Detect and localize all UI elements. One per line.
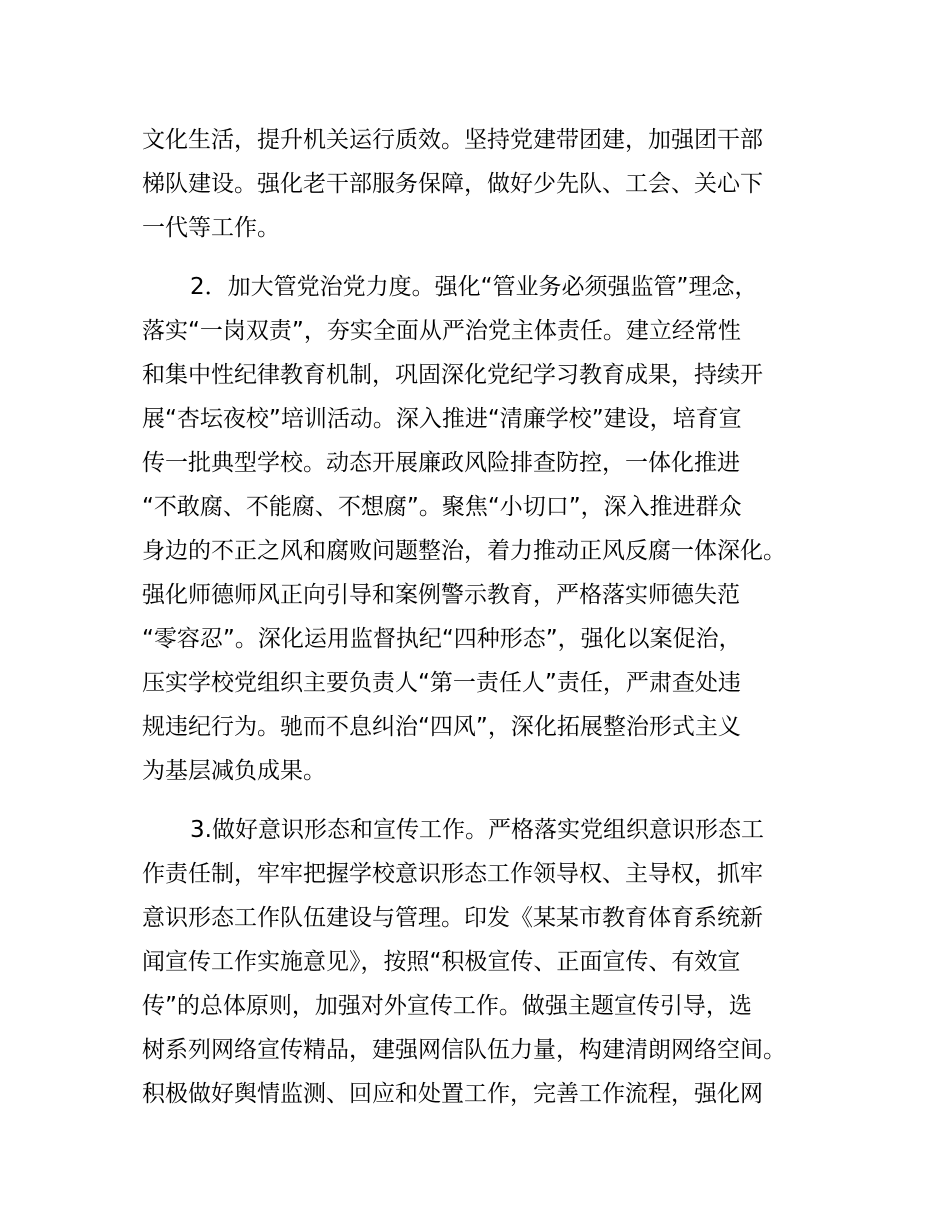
text-line: 积极做好舆情监测、回应和处置工作，完善工作流程，强化网 (142, 1081, 763, 1107)
text-line: 一代等工作。 (142, 215, 280, 241)
text-line: 身边的不正之风和腐败问题整治，着力推动正风反腐一体深化。 (142, 538, 786, 564)
text-line: 落实“一岗双责”，夯实全面从严治党主体责任。建立经常性 (142, 318, 741, 344)
text-line: “零容忍”。深化运用监督执纪“四种形态”，强化以案促治， (142, 626, 742, 652)
text-line: 规违纪行为。驰而不息纠治“四风”，深化拓展整治形式主义 (142, 714, 741, 740)
document-body (142, 118, 832, 1116)
text-line: 文化生活，提升机关运行质效。坚持党建带团建，加强团干部 (142, 127, 763, 153)
text-line: 和集中性纪律教育机制，巩固深化党纪学习教育成果，持续开 (142, 362, 763, 388)
text-line: 压实学校党组织主要负责人“第一责任人”责任，严肃查处违 (142, 670, 741, 696)
text-line: “不敢腐、不能腐、不想腐”。聚焦“小切口”，深入推进群众 (142, 494, 742, 520)
paragraph-1 (142, 118, 832, 250)
text-line: 展“杏坛夜校”培训活动。深入推进“清廉学校”建设，培育宣 (142, 406, 742, 432)
text-line: 意识形态工作队伍建设与管理。印发《某某市教育体育系统新 (142, 905, 763, 931)
text-line: 梯队建设。强化老干部服务保障，做好少先队、工会、关心下 (142, 171, 763, 197)
text-line: 3.做好意识形态和宣传工作。严格落实党组织意识形态工 (190, 817, 764, 843)
paragraph-3 (142, 808, 832, 1116)
paragraph-spacer (142, 250, 832, 265)
text-line: 闻宣传工作实施意见》，按照“积极宣传、正面宣传、有效宣 (142, 949, 741, 975)
text-line: 树系列网络宣传精品，建强网信队伍力量，构建清朗网络空间。 (142, 1037, 786, 1063)
text-line: 为基层减负成果。 (142, 758, 326, 784)
text-line: 2．加大管党治党力度。强化“管业务必须强监管”理念， (190, 274, 758, 300)
text-line: 强化师德师风正向引导和案例警示教育，严格落实师德失范 (142, 582, 740, 608)
text-line: 作责任制，牢牢把握学校意识形态工作领导权、主导权，抓牢 (142, 861, 763, 887)
paragraph-spacer (142, 793, 832, 808)
text-line: 传一批典型学校。动态开展廉政风险排查防控，一体化推进 (142, 450, 740, 476)
text-line: 传”的总体原则，加强对外宣传工作。做强主题宣传引导，选 (142, 993, 752, 1019)
paragraph-2 (142, 265, 832, 793)
